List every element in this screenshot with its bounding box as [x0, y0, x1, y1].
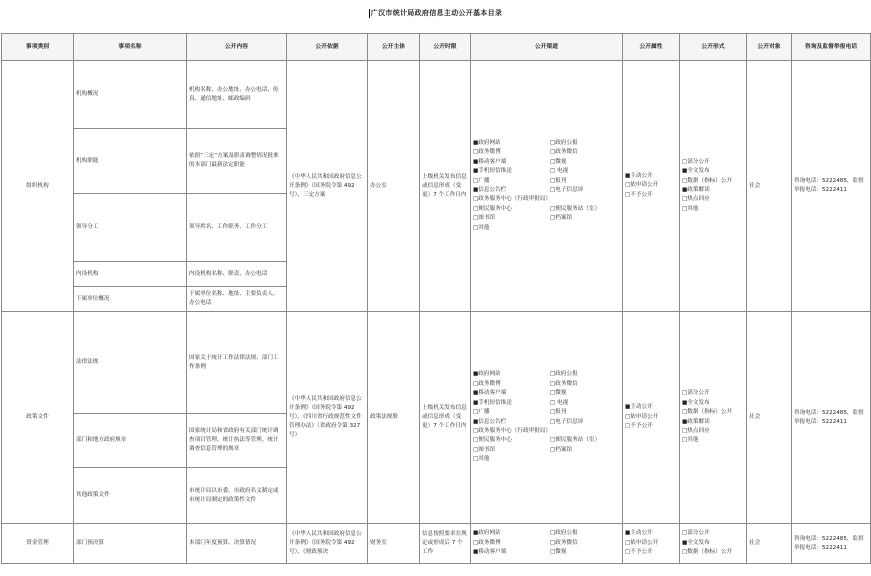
attribute-option: ■主动公开: [625, 530, 653, 537]
header-cell: 公开形式: [680, 34, 747, 61]
attribute-option: ■主动公开: [625, 404, 653, 411]
channel-option: □政务微信: [550, 539, 578, 546]
subject-cell: 财务室: [368, 524, 420, 564]
phone-cell: 咨询电话：5222485，监督举报电话：5222411: [792, 61, 871, 312]
target-cell: 社会: [747, 524, 792, 564]
channel-option: □报刊: [550, 177, 567, 184]
category-cell: 组织机构: [2, 61, 74, 312]
item-content-cell: 国家统计局和省政府有关部门统计调查项目管理、统计执法等管理、统计调查信息管理的规章: [187, 414, 287, 468]
header-cell: 公开属性: [623, 34, 680, 61]
item-content-cell: 下属单位名称、地址、主要负责人、办公电话: [187, 287, 287, 312]
header-cell: 公开主体: [368, 34, 420, 61]
header-cell: 公开内容: [187, 34, 287, 61]
header-row: [2, 34, 871, 61]
channel-option: ■移动客户端: [473, 390, 507, 397]
item-name-cell: 机构概况: [74, 61, 187, 129]
attribute-option: □不予公开: [625, 423, 653, 430]
channel-option: □其他: [473, 456, 490, 463]
channel-option: □便民服务站（室）: [550, 205, 601, 212]
form-option: □其他: [682, 437, 699, 444]
item-name-cell: 部门和地方政府规章: [74, 414, 187, 468]
channel-option: □政府公报: [550, 139, 578, 146]
phone-cell: 咨询电话：5222485，监督举报电话：5222411: [792, 312, 871, 524]
category-cell: 资金管理: [2, 524, 74, 564]
header-cell: 公开对象: [747, 34, 792, 61]
form-option: □部分公开: [682, 530, 710, 537]
item-content-cell: 内设机构名称、职责、办公电话: [187, 262, 287, 287]
channel-option: □政务微博: [473, 380, 501, 387]
form-option: ■全文发布: [682, 168, 710, 175]
channel-option: ■手机短信推送: [473, 168, 512, 175]
channel-option: □ 电视: [550, 168, 569, 175]
channel-option: □政府公报: [550, 530, 578, 537]
form-cell: [680, 61, 747, 312]
table-row: [2, 312, 871, 414]
basis-cell: 《中华人民共和国政府信息公开条例》（国务院令第 492 号）、《四川省行政规范性文件管理办法》（省政府令第 327 号）: [287, 312, 368, 524]
channel-option: ■信息公告栏: [473, 187, 507, 193]
target-cell: 社会: [747, 61, 792, 312]
time-cell: 信息按照要求在规定或形成后 7 个工作: [420, 524, 471, 564]
item-name-cell: 法律法规: [74, 312, 187, 414]
channel-option: □微视: [550, 158, 567, 165]
form-option: □部分公开: [682, 158, 710, 165]
time-cell: 上级机关发布信息或信息形成（变更）7 个工作日内: [420, 61, 471, 312]
item-content-cell: 国家关于统计工作法律法规、部门工作条例: [187, 312, 287, 414]
item-name-cell: 领导分工: [74, 194, 187, 262]
channel-option: □微视: [550, 549, 567, 556]
item-content-cell: 依据“三定”方案及职责调整情况批准的本部门最新法定职能: [187, 129, 287, 194]
category-cell: 政策文件: [2, 312, 74, 524]
channel-option: □图书馆: [473, 446, 496, 453]
time-cell: 上级机关发布信息或信息形成（变更）7 个工作日内: [420, 312, 471, 524]
document-title-text: 广汉市统计局政府信息主动公开基本目录: [370, 9, 503, 17]
channel-option: □政务服务中心（行政审批局）: [473, 427, 552, 434]
item-name-cell: 内设机构: [74, 262, 187, 287]
form-option: □部分公开: [682, 390, 710, 397]
header-cell: 事项名称: [74, 34, 187, 61]
subject-cell: 政策法规股: [368, 312, 420, 524]
header-cell: 咨询及监督举报电话: [792, 34, 871, 61]
channels-cell: [471, 61, 623, 312]
channel-option: □电子信息屏: [550, 187, 584, 193]
form-option: □其他: [682, 205, 699, 212]
subject-cell: 办公室: [368, 61, 420, 312]
channel-option: □政务微信: [550, 380, 578, 387]
channel-option: ■手机短信推送: [473, 399, 512, 406]
header-cell: 公开渠道: [471, 34, 623, 61]
table-row: [2, 524, 871, 564]
header-cell: 事项类别: [2, 34, 74, 61]
item-name-cell: 下属单位概况: [74, 287, 187, 312]
channels-cell: [471, 312, 623, 524]
channel-option: □广播: [473, 409, 490, 416]
catalog-table: [1, 33, 871, 564]
channel-option: □档案馆: [550, 215, 573, 222]
channel-option: ■信息公告栏: [473, 418, 507, 425]
channel-option: □其他: [473, 224, 490, 231]
basis-cell: 《中华人民共和国政府信息公开条例》（国务院令第 492 号）、《财政预决: [287, 524, 368, 564]
form-option: ■政策解读: [682, 187, 710, 193]
item-name-cell: 其他政策文件: [74, 468, 187, 524]
table-row: [2, 61, 871, 129]
item-content-cell: 本部门年度预算、决算情况: [187, 524, 287, 564]
attribute-option: □不予公开: [625, 549, 653, 556]
attribute-option: ■主动公开: [625, 172, 653, 179]
channel-option: □便民服务中心: [473, 437, 512, 444]
attribute-option: □依申请公开: [625, 539, 659, 546]
item-name-cell: 部门预决算: [74, 524, 187, 564]
header-cell: 公开时限: [420, 34, 471, 61]
form-option: ■全文发布: [682, 399, 710, 406]
channel-option: ■移动客户端: [473, 158, 507, 165]
item-content-cell: 领导姓名、工作职务、工作分工: [187, 194, 287, 262]
attribute-option: □依申请公开: [625, 182, 659, 189]
item-content-cell: 市统计局以市委、市政府名义制定或市统计局制定的政策性文件: [187, 468, 287, 524]
channel-option: □ 电视: [550, 399, 569, 406]
channel-option: □图书馆: [473, 215, 496, 222]
channel-option: ■移动客户端: [473, 549, 507, 556]
channel-option: □档案馆: [550, 446, 573, 453]
form-option: ■政策解读: [682, 418, 710, 425]
channel-option: ■政府网站: [473, 371, 501, 378]
attribute-option: □不予公开: [625, 191, 653, 198]
phone-cell: 咨询电话：5222485，监督举报电话：5222411: [792, 524, 871, 564]
channel-option: □广播: [473, 177, 490, 184]
channel-option: □微视: [550, 390, 567, 397]
attribute-cell: [623, 61, 680, 312]
attribute-option: □依申请公开: [625, 413, 659, 420]
form-option: □热点回应: [682, 196, 710, 203]
document-title: [0, 8, 871, 18]
channels-cell: [471, 524, 623, 564]
channel-option: ■政府网站: [473, 139, 501, 146]
basis-cell: 《中华人民共和国政府信息公开条例》（国务院令第 492 号）、三定方案: [287, 61, 368, 312]
form-option: □数据（指标）公开: [682, 549, 733, 556]
channel-option: □政务服务中心（行政审批局）: [473, 196, 552, 203]
attribute-cell: [623, 524, 680, 564]
form-option: □数据（指标）公开: [682, 177, 733, 184]
channel-option: □政务微信: [550, 149, 578, 156]
form-cell: [680, 524, 747, 564]
channel-option: ■政府网站: [473, 530, 501, 537]
channel-option: □便民服务站（室）: [550, 437, 601, 444]
target-cell: 社会: [747, 312, 792, 524]
header-cell: 公开依据: [287, 34, 368, 61]
channel-option: □政务微博: [473, 149, 501, 156]
item-name-cell: 机构职能: [74, 129, 187, 194]
form-option: ■全文发布: [682, 539, 710, 546]
form-option: □热点回应: [682, 427, 710, 434]
channel-option: □报刊: [550, 409, 567, 416]
attribute-cell: [623, 312, 680, 524]
channel-option: □便民服务中心: [473, 205, 512, 212]
channel-option: □电子信息屏: [550, 418, 584, 425]
form-cell: [680, 312, 747, 524]
channel-option: □政府公报: [550, 371, 578, 378]
channel-option: □政务微博: [473, 539, 501, 546]
form-option: □数据（指标）公开: [682, 409, 733, 416]
text-cursor: [369, 9, 370, 18]
item-content-cell: 机构名称、办公地址、办公电话、传真、通信地址、邮政编码: [187, 61, 287, 129]
